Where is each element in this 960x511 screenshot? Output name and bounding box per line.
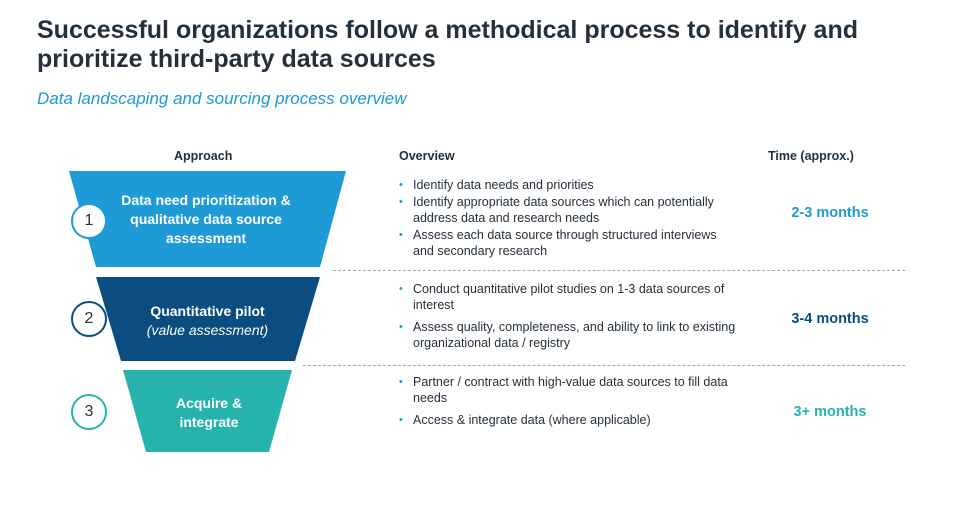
bullet-icon: •: [399, 229, 403, 241]
list-item: • Partner / contract with high-value data sources to fill data needs: [399, 375, 728, 405]
list-item: • Assess quality, completeness, and ability to link to existing organizational data / registry: [399, 320, 736, 350]
bullet-icon: •: [399, 376, 403, 388]
list-item: • Assess each data source through structured interviews and secondary research: [399, 228, 717, 258]
stage-1-label: Data need prioritization & qualitative data source assessment: [121, 192, 291, 246]
step-number-2: 2: [71, 301, 107, 337]
list-item: • Conduct quantitative pilot studies on 1-3 data sources of interest: [399, 282, 725, 312]
stage-1-time: 2-3 months: [791, 205, 869, 221]
stage-2-time: 3-4 months: [791, 311, 869, 327]
page-title: Successful organizations follow a methodical process to identify and prioritize third-party data sources: [37, 16, 858, 73]
column-header-time: Time (approx.): [768, 149, 854, 163]
stage-2-overview: [398, 281, 738, 357]
row-divider: [333, 270, 905, 271]
list-item: • Access & integrate data (where applicable): [399, 413, 651, 427]
list-item: • Identify data needs and priorities: [399, 178, 594, 192]
column-header-overview: Overview: [399, 149, 455, 163]
bullet-icon: •: [399, 196, 403, 208]
list-item: • Identify appropriate data sources which can potentially address data and research needs: [399, 195, 714, 225]
stage-3-overview: [398, 374, 738, 434]
bullet-icon: •: [399, 321, 403, 333]
bullet-icon: •: [399, 414, 403, 426]
column-header-approach: Approach: [174, 149, 233, 163]
step-number-1: 1: [71, 203, 107, 239]
page-subtitle: Data landscaping and sourcing process overview: [37, 89, 407, 108]
stage-3-time: 3+ months: [793, 404, 867, 420]
bullet-icon: •: [399, 179, 403, 191]
stage-1-overview: [398, 177, 738, 260]
bullet-icon: •: [399, 283, 403, 295]
stage-2-sublabel: (value assessment): [146, 322, 269, 338]
stage-3-label: Acquire & integrate: [175, 395, 243, 430]
row-divider: [303, 365, 905, 366]
stage-2-label: Quantitative pilot (value assessment): [120, 302, 295, 340]
step-number-3: 3: [71, 394, 107, 430]
